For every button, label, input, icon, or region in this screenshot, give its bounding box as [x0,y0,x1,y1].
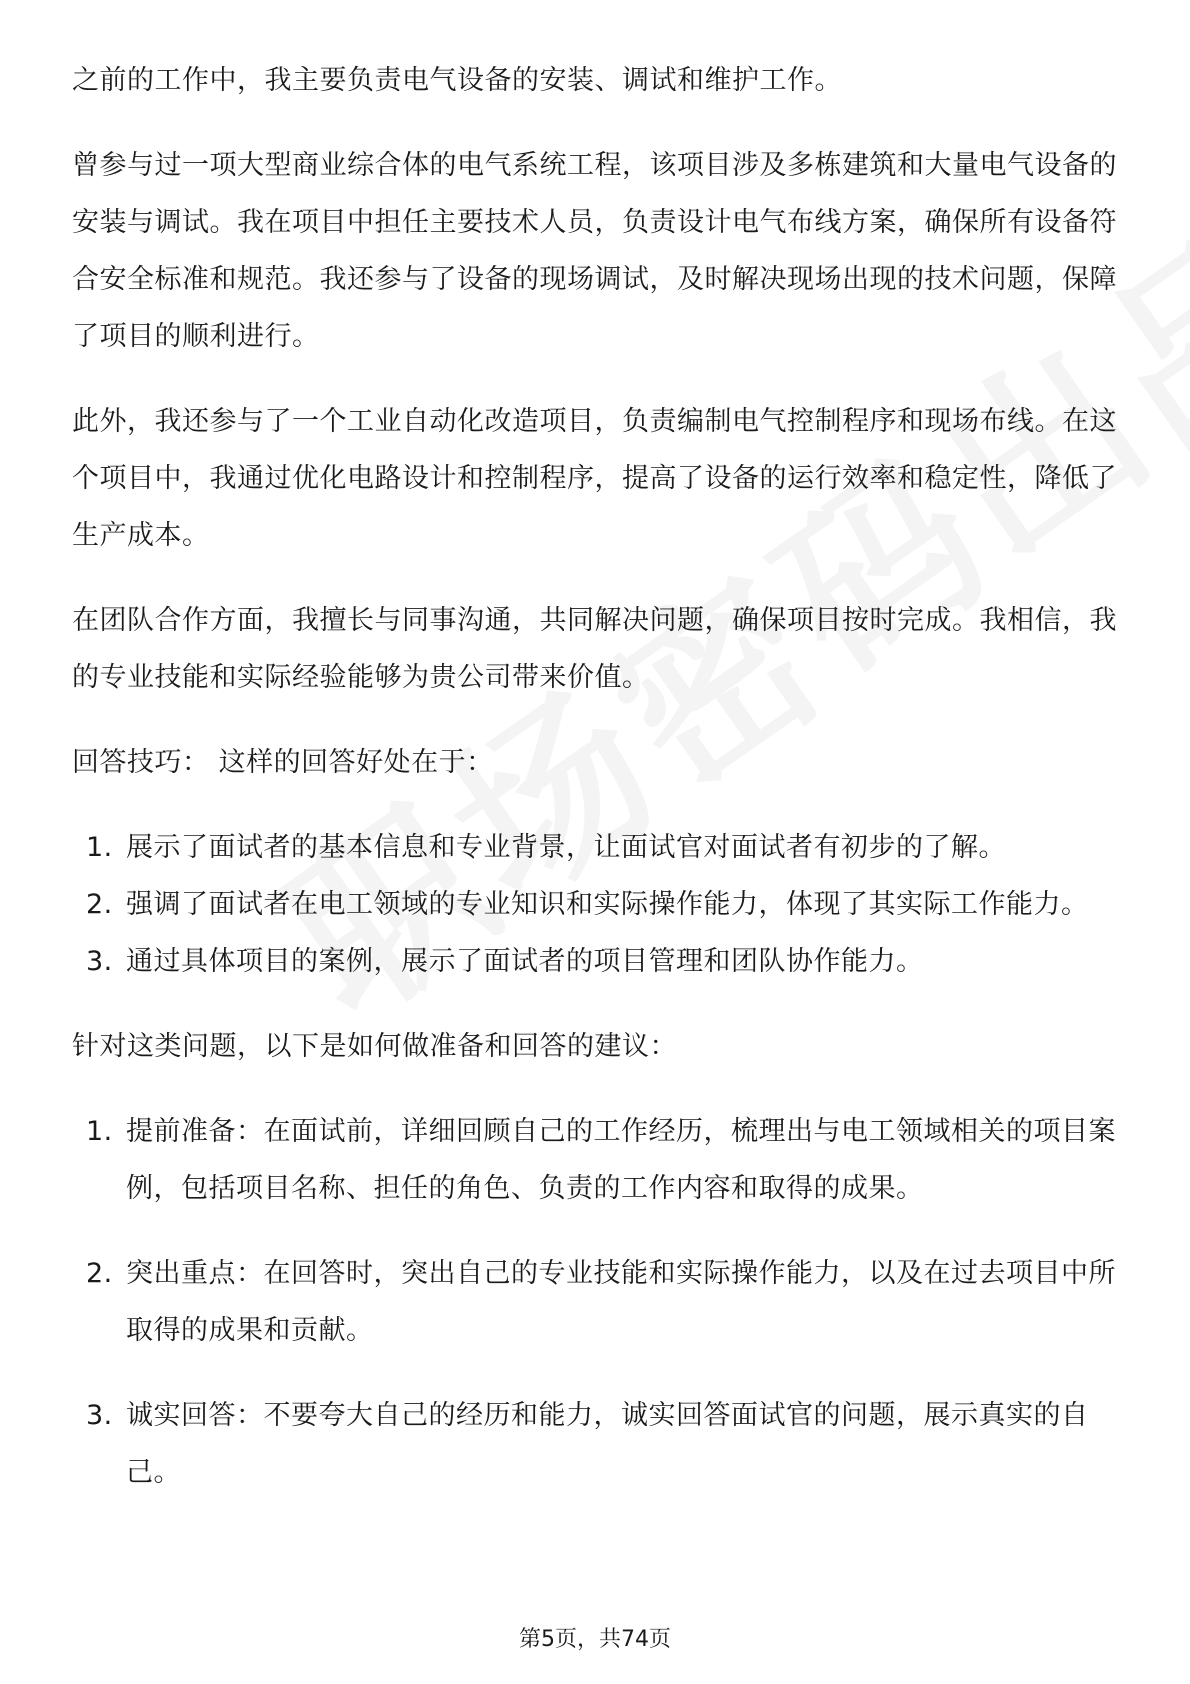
list-text: 诚实回答：不要夸大自己的经历和能力，诚实回答面试官的问题，展示真实的自己。 [126,1400,1089,1488]
list-number: 2. [86,1258,113,1289]
list-item [72,876,1122,933]
list-text: 突出重点：在回答时，突出自己的专业技能和实际操作能力，以及在过去项目中所取得的成果和贡献。 [126,1258,1116,1346]
list-number: 3. [86,1400,113,1431]
list-text: 展示了面试者的基本信息和专业背景，让面试官对面试者有初步的了解。 [126,832,1006,863]
list-number: 1. [86,832,113,863]
list-number: 2. [86,889,113,920]
advice-list [72,1103,1122,1501]
list-number: 1. [86,1116,113,1147]
page-number-footer: 第5页，共74页 [519,1627,671,1652]
paragraph-intro: 之前的工作中，我主要负责电气设备的安装、调试和维护工作。 [72,65,842,96]
tips-list [72,819,1122,990]
list-text: 强调了面试者在电工领域的专业知识和实际操作能力，体现了其实际工作能力。 [126,889,1089,920]
paragraph-teamwork: 在团队合作方面，我擅长与同事沟通，共同解决问题，确保项目按时完成。我相信，我的专业技能和实际经验能够为贵公司带来价值。 [72,605,1117,693]
tips-heading: 回答技巧： 这样的回答好处在于： [72,747,494,778]
list-text: 通过具体项目的案例，展示了面试者的项目管理和团队协作能力。 [126,946,924,977]
paragraph-project-industrial: 此外，我还参与了一个工业自动化改造项目，负责编制电气控制程序和现场布线。在这个项目中，我通过优化电路设计和控制程序，提高了设备的运行效率和稳定性，降低了生产成本。 [72,406,1117,551]
advice-heading: 针对这类问题，以下是如何做准备和回答的建议： [72,1031,677,1062]
paragraph-project-commercial: 曾参与过一项大型商业综合体的电气系统工程，该项目涉及多栋建筑和大量电气设备的安装与调试。我在项目中担任主要技术人员，负责设计电气布线方案，确保所有设备符合安全标准和规范。我还参与了设备的现场调试，及时解决现场出现的技术问题，保障了项目的顺利进行。 [72,150,1117,352]
list-item [72,1387,1122,1501]
list-number: 3. [86,946,113,977]
list-item [72,1245,1122,1359]
list-item [72,819,1122,876]
list-text: 提前准备：在面试前，详细回顾自己的工作经历，梳理出与电工领域相关的项目案例，包括项目名称、担任的角色、负责的工作内容和取得的成果。 [126,1116,1116,1204]
list-item [72,933,1122,990]
page-content [72,52,1122,1529]
list-item [72,1103,1122,1217]
